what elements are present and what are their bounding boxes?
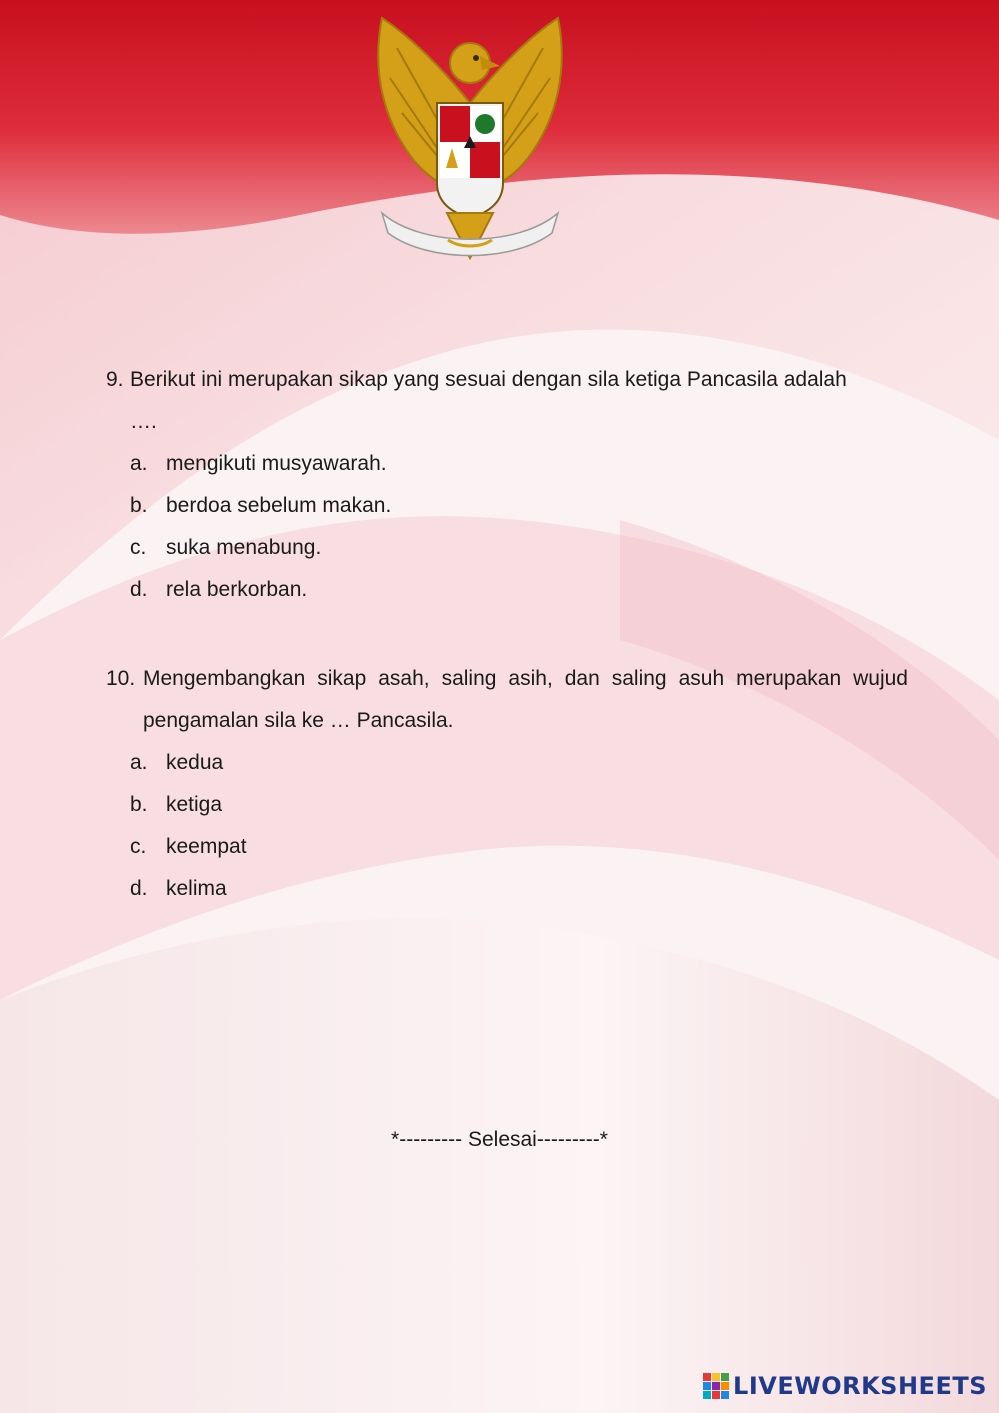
option-text: berdoa sebelum makan. — [166, 494, 392, 517]
question-9 — [106, 359, 908, 611]
option-b[interactable] — [106, 784, 908, 826]
question-number: 10. — [106, 667, 136, 690]
option-letter: d. — [130, 877, 148, 900]
option-letter: a. — [130, 452, 148, 475]
option-letter: b. — [130, 494, 148, 517]
option-b[interactable] — [106, 485, 908, 527]
question-10 — [106, 658, 908, 910]
liveworksheets-brand[interactable] — [703, 1372, 987, 1400]
option-letter: b. — [130, 793, 148, 816]
option-text: rela berkorban. — [166, 578, 308, 601]
option-d[interactable] — [106, 569, 908, 611]
option-d[interactable] — [106, 868, 908, 910]
option-text: suka menabung. — [166, 536, 322, 559]
option-letter: c. — [130, 536, 147, 559]
closing-text: *--------- Selesai---------* — [391, 1128, 608, 1151]
option-c[interactable] — [106, 527, 908, 569]
option-letter: c. — [130, 835, 147, 858]
liveworksheets-logo-icon — [703, 1373, 729, 1399]
option-letter: a. — [130, 751, 148, 774]
question-text: Mengembangkan sikap asah, saling asih, dan saling asuh merupakan wujud pengamalan sila ke … Pancasila. — [143, 667, 908, 732]
question-continuation: …. — [130, 410, 157, 433]
option-a[interactable] — [106, 742, 908, 784]
brand-name: LIVEWORKSHEETS — [733, 1372, 987, 1400]
option-text: mengikuti musyawarah. — [166, 452, 387, 475]
option-text: kedua — [166, 751, 224, 774]
question-text: Berikut ini merupakan sikap yang sesuai dengan sila ketiga Pancasila adalah — [130, 368, 847, 391]
option-a[interactable] — [106, 443, 908, 485]
option-text: ketiga — [166, 793, 223, 816]
option-text: keempat — [166, 835, 247, 858]
option-c[interactable] — [106, 826, 908, 868]
option-text: kelima — [166, 877, 227, 900]
option-letter: d. — [130, 578, 148, 601]
question-number: 9. — [106, 368, 124, 391]
